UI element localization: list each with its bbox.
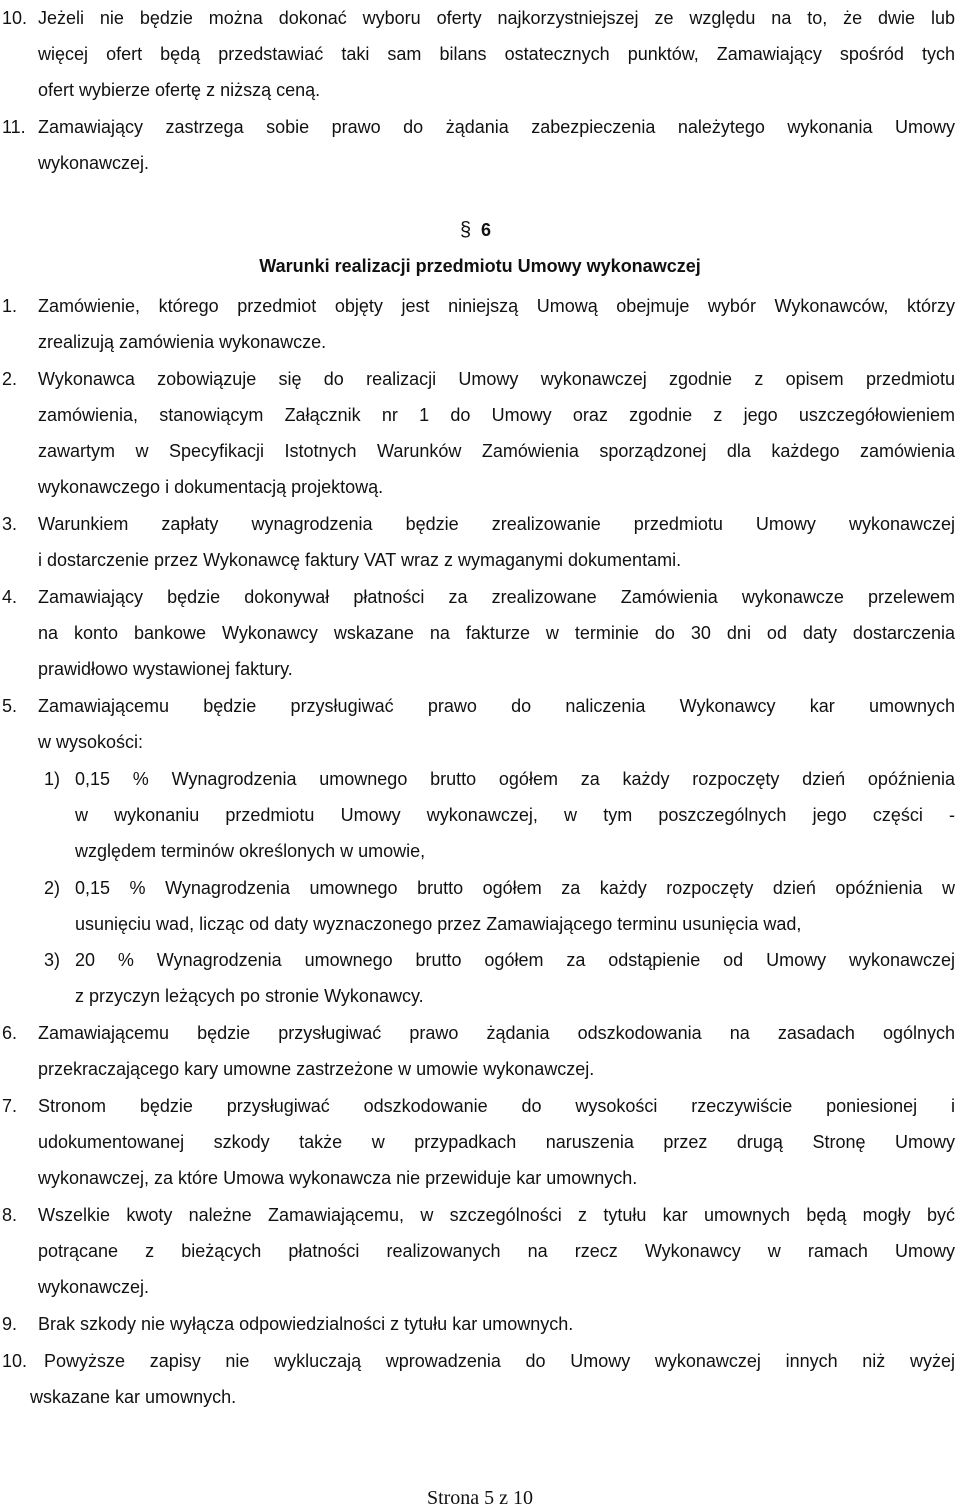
item-10-number: 10. (2, 8, 28, 28)
item-4-line-3: prawidłowo wystawionej faktury. (38, 659, 293, 679)
item-3-line-2: i dostarczenie przez Wykonawcę faktury VAT wraz z wymaganymi dokumentami. (38, 550, 682, 570)
section-title: Warunki realizacji przedmiotu Umowy wykonawczej (259, 256, 701, 276)
item-number: 1. (2, 296, 18, 316)
penalty-3-line-2: z przyczyn leżących po stronie Wykonawcy. (75, 986, 424, 1006)
section-symbol: § (460, 219, 472, 241)
item-6-line-1: Zamawiającemu będzie przysługiwać prawo żądania odszkodowania na zasadach ogólnych (38, 1023, 955, 1043)
item-7-line-2: udokumentowanej szkody także w przypadkach naruszenia przez drugą Stronę Umowy (38, 1132, 955, 1152)
item-2-line-1: Wykonawca zobowiązuje się do realizacji Umowy wykonawczej zgodnie z opisem przedmiotu (38, 369, 955, 389)
item-7-line-1: Stronom będzie przysługiwać odszkodowanie do wysokości rzeczywiście poniesionej i (38, 1096, 955, 1116)
penalty-number: 1) (44, 769, 61, 789)
item-number: 7. (2, 1096, 18, 1116)
item-number: 5. (2, 696, 18, 716)
item-11-line-1: Zamawiający zastrzega sobie prawo do żądania zabezpieczenia należytego wykonania Umowy (38, 117, 955, 137)
item-4-line-2: na konto bankowe Wykonawcy wskazane na fakturze w terminie do 30 dni od daty dostarczenia (38, 623, 955, 643)
item-number: 2. (2, 369, 18, 389)
item-8-line-3: wykonawczej. (38, 1277, 150, 1297)
penalty-1-line-2: w wykonaniu przedmiotu Umowy wykonawczej, w tym poszczególnych jego części - (75, 805, 955, 825)
item-3-line-1: Warunkiem zapłaty wynagrodzenia będzie zrealizowanie przedmiotu Umowy wykonawczej (38, 514, 955, 534)
penalty-number: 2) (44, 878, 61, 898)
item-number: 8. (2, 1205, 18, 1225)
item-5-line-1: Zamawiającemu będzie przysługiwać prawo do naliczenia Wykonawcy kar umownych (38, 696, 955, 716)
penalty-2-line-1: 0,15 % Wynagrodzenia umownego brutto ogółem za każdy rozpoczęty dzień opóźnienia w (75, 878, 955, 898)
penalty-number: 3) (44, 950, 61, 970)
item-10-line-3: ofert wybierze ofertę z niższą ceną. (38, 80, 321, 100)
item-8-line-2: potrącane z bieżących płatności realizowanych na rzecz Wykonawcy w ramach Umowy (38, 1241, 955, 1261)
item-1-line-2: zrealizują zamówienia wykonawcze. (38, 332, 327, 352)
item-10-line-1: Jeżeli nie będzie można dokonać wyboru oferty najkorzystniejszej ze względu na to, że dwie lub (38, 8, 955, 28)
item-4-line-1: Zamawiający będzie dokonywał płatności za zrealizowane Zamówienia wykonawcze przelewem (38, 587, 955, 607)
item-11-number: 11. (2, 117, 26, 137)
item-number: 3. (2, 514, 18, 534)
section-number: 6 (481, 220, 492, 240)
page-number-footer: Strona 5 z 10 (426, 1487, 534, 1509)
item-9-line-1: Brak szkody nie wyłącza odpowiedzialności z tytułu kar umownych. (38, 1314, 574, 1334)
item-2-line-3: zawartym w Specyfikacji Istotnych Warunków Zamówienia sporządzonej dla każdego zamówienia (38, 441, 955, 461)
penalty-3-line-1: 20 % Wynagrodzenia umownego brutto ogółem za odstąpienie od Umowy wykonawczej (75, 950, 955, 970)
item-1-line-1: Zamówienie, którego przedmiot objęty jest niniejszą Umową obejmuje wybór Wykonawców, którzy (38, 296, 955, 316)
item-7-line-3: wykonawczej, za które Umowa wykonawcza nie przewiduje kar umownych. (38, 1168, 638, 1188)
item-8-line-1: Wszelkie kwoty należne Zamawiającemu, w szczególności z tytułu kar umownych będą mogły być (38, 1205, 955, 1225)
item-10-line-2: więcej ofert będą przedstawiać taki sam bilans ostatecznych punktów, Zamawiający spośród tych (38, 44, 955, 64)
item-10b-line-1: Powyższe zapisy nie wykluczają wprowadzenia do Umowy wykonawczej innych niż wyżej (44, 1351, 955, 1371)
item-number: 10. (2, 1351, 28, 1371)
item-number: 4. (2, 587, 18, 607)
item-10b-line-2: wskazane kar umownych. (30, 1387, 237, 1407)
item-2-line-2: zamówienia, stanowiącym Załącznik nr 1 do Umowy oraz zgodnie z jego uszczegółowieniem (38, 405, 955, 425)
item-5-line-2: w wysokości: (38, 732, 144, 752)
penalty-1-line-3: względem terminów określonych w umowie, (75, 841, 426, 861)
penalty-1-line-1: 0,15 % Wynagrodzenia umownego brutto ogółem za każdy rozpoczęty dzień opóźnienia (75, 769, 955, 789)
item-number: 9. (2, 1314, 18, 1334)
item-6-line-2: przekraczającego kary umowne zastrzeżone w umowie wykonawczej. (38, 1059, 595, 1079)
penalty-2-line-2: usunięciu wad, licząc od daty wyznaczonego przez Zamawiającego terminu usunięcia wad, (75, 914, 802, 934)
item-number: 6. (2, 1023, 18, 1043)
item-2-line-4: wykonawczego i dokumentacją projektową. (38, 477, 384, 497)
item-11-line-2: wykonawczej. (38, 153, 150, 173)
